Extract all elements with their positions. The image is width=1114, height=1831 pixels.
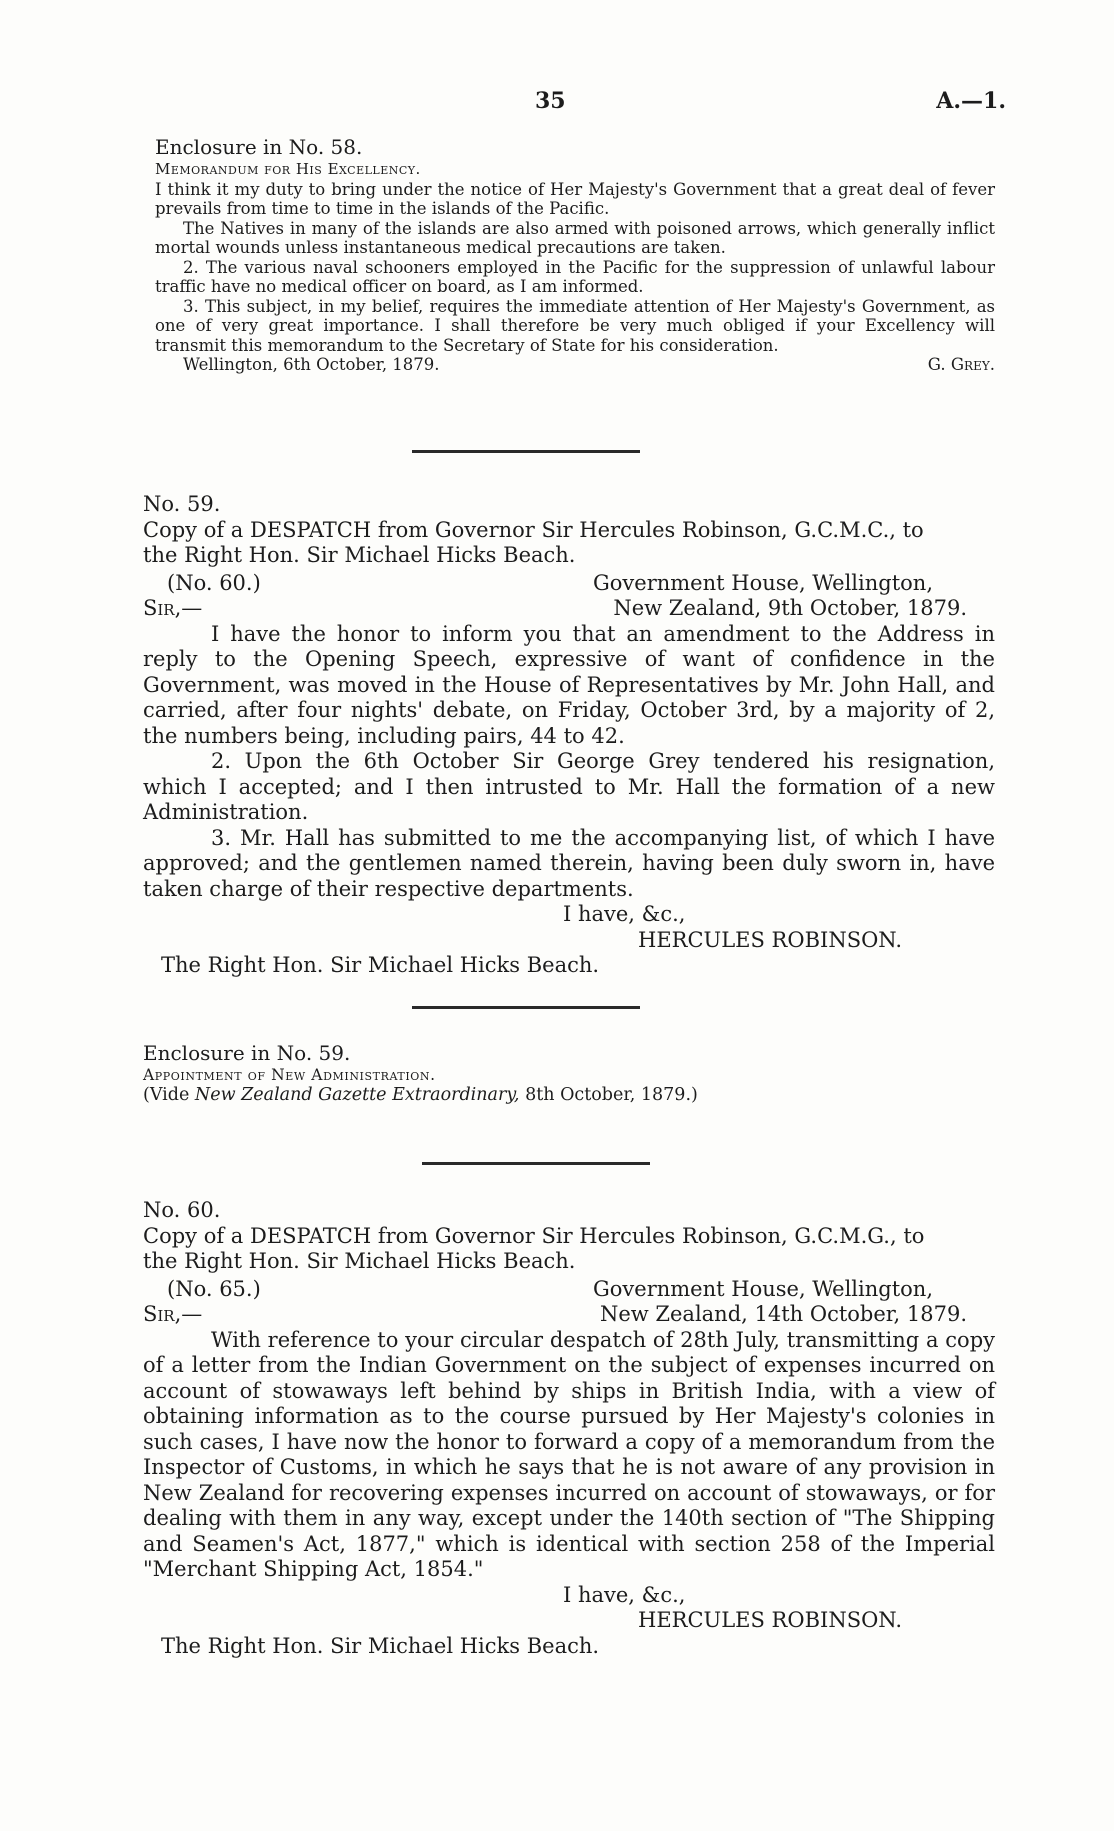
section-divider (412, 450, 640, 453)
despatch-60-closing: I have, &c., (563, 1582, 686, 1607)
enclosure-58-paragraph-3: 3. This subject, in my belief, requires the immediate attention of Her Majesty's Government, as one of very great importance. I shall therefore be very much obliged if your Excellency will transmit this memorandum to the Secretary of State for his consideration. (155, 296, 995, 355)
appointment-heading: Appointment of New Administration. (143, 1066, 436, 1084)
enclosure-59 (143, 1040, 995, 1105)
despatch-60-ref-row (143, 1277, 995, 1303)
section-divider (412, 1006, 640, 1009)
despatch-59-number: No. 59. (143, 492, 221, 516)
vide-prefix: (Vide (143, 1084, 190, 1105)
despatch-59-paragraph-2: 2. Upon the 6th October Sir George Grey tendered his resignation, which I accepted; and I then intrusted to Mr. Hall the formation of a new Administration. (143, 749, 995, 824)
enclosure-58-title: Enclosure in No. 58. (155, 135, 363, 159)
despatch-60-title-line-1: Copy of a DESPATCH from Governor Sir Hercules Robinson, G.C.M.G., to (143, 1223, 925, 1248)
place-date: Wellington, 6th October, 1879. (183, 355, 440, 374)
enclosure-58-paragraph-1: I think it my duty to bring under the notice of Her Majesty's Government that a great deal of fever prevails from time to time in the islands of the Pacific. (155, 179, 995, 218)
despatch-59-title-line-2: the Right Hon. Sir Michael Hicks Beach. (143, 543, 576, 567)
despatch-59-place: Government House, Wellington, (593, 570, 933, 595)
despatch-60-ref: (No. 65.) (167, 1276, 261, 1301)
despatch-59-ref: (No. 60.) (167, 570, 261, 595)
despatch-59-salutation: Sir,— (143, 596, 203, 620)
despatch-60-addressee: The Right Hon. Sir Michael Hicks Beach. (161, 1633, 600, 1658)
despatch-60-date: New Zealand, 14th October, 1879. (599, 1302, 967, 1326)
despatch-59-signature: HERCULES ROBINSON. (638, 927, 902, 952)
vide-reference (143, 1086, 995, 1106)
despatch-60 (143, 1198, 995, 1659)
page-header (0, 88, 1114, 118)
section-divider (422, 1162, 650, 1165)
vide-suffix: 8th October, 1879.) (525, 1084, 698, 1105)
enclosure-58 (155, 134, 995, 375)
despatch-59 (143, 492, 995, 979)
despatch-59-date: New Zealand, 9th October, 1879. (613, 596, 967, 620)
despatch-60-salutation: Sir,— (143, 1302, 203, 1326)
despatch-59-ref-row (143, 571, 995, 597)
enclosure-58-paragraph-1b: The Natives in many of the islands are also armed with poisoned arrows, which generally inflict mortal wounds unless instantaneous medical precautions are taken. (155, 218, 995, 257)
despatch-60-number: No. 60. (143, 1198, 221, 1222)
memorandum-heading: Memorandum for His Excellency. (155, 160, 421, 178)
despatch-60-paragraph-1: With reference to your circular despatch of 28th July, transmitting a copy of a letter from the Indian Government on the subject of expenses incurred on account of stowaways left behind by ships in British India, with a view of obtaining information as to the course pursued by Her Majesty's colonies in such cases, I have now the honor to forward a copy of a memorandum from the Inspector of Customs, in which he says that he is not aware of any provision in New Zealand for recovering expenses incurred on account of stowaways, or for dealing with them in any way, except under the 140th section of "The Shipping and Seamen's Act, 1877," which is identical with section 258 of the Imperial "Merchant Shipping Act, 1854." (143, 1327, 995, 1581)
enclosure-58-paragraph-2: 2. The various naval schooners employed in the Pacific for the suppression of unlawful labour traffic have no medical officer on board, as I am informed. (155, 257, 995, 296)
despatch-59-closing: I have, &c., (563, 902, 686, 926)
despatch-59-title-line-1: Copy of a DESPATCH from Governor Sir Hercules Robinson, G.C.M.C., to (143, 517, 924, 542)
despatch-59-paragraph-1: I have the honor to inform you that an amendment to the Address in reply to the Opening Speech, expressive of want of confidence in the Government, was moved in the House of Representatives by Mr. John Hall, and carried, after four nights' debate, on Friday, October 3rd, by a majority of 2, the numbers being, including pairs, 44 to 42. (143, 621, 995, 748)
page-number: 35 (535, 88, 566, 114)
enclosure-59-title: Enclosure in No. 59. (143, 1041, 351, 1065)
despatch-59-salutation-row (143, 596, 995, 622)
vide-gazette: New Zealand Gazette Extraordinary, (194, 1084, 520, 1105)
despatch-60-title-line-2: the Right Hon. Sir Michael Hicks Beach. (143, 1249, 576, 1273)
despatch-60-salutation-row (143, 1302, 995, 1328)
despatch-59-addressee: The Right Hon. Sir Michael Hicks Beach. (161, 953, 600, 977)
document-reference: A.—1. (936, 88, 1006, 114)
signature: G. Grey. (927, 355, 995, 374)
despatch-60-signature: HERCULES ROBINSON. (638, 1608, 902, 1632)
enclosure-58-signature-line (155, 355, 995, 375)
despatch-60-place: Government House, Wellington, (593, 1276, 933, 1301)
despatch-59-paragraph-3: 3. Mr. Hall has submitted to me the accompanying list, of which I have approved; and the gentlemen named therein, having been duly sworn in, have taken charge of their respective departments. (143, 825, 995, 901)
